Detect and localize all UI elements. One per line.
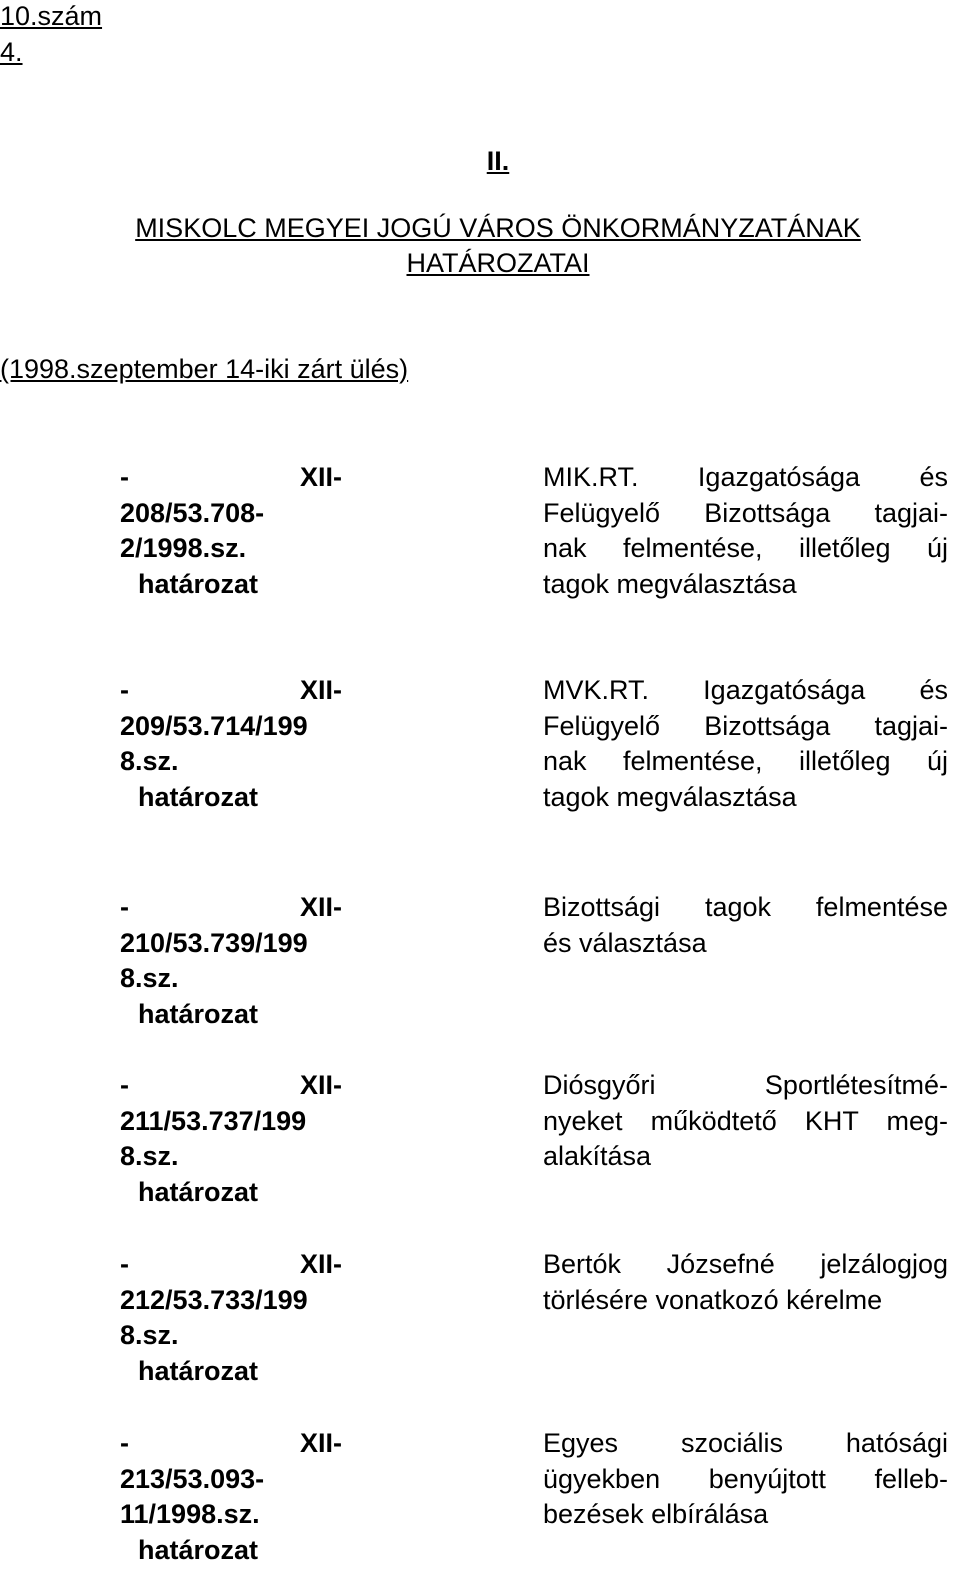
subject-line: nak felmentése, illetőleg új [543, 746, 948, 776]
reference-prefix: XII- [299, 892, 342, 922]
resolution-reference [120, 673, 342, 815]
subject-line: bezések elbírálása [543, 1499, 769, 1529]
subject-line: alakítása [543, 1141, 652, 1171]
resolution-subject [543, 1247, 948, 1318]
resolution-subject [543, 460, 948, 602]
reference-number-line: 211/53.737/199 [120, 1105, 307, 1136]
title-line-2: HATÁROZATAI [406, 248, 590, 278]
reference-type: határozat [138, 1355, 259, 1386]
reference-number-line: 2/1998.sz. [120, 533, 247, 563]
subject-line: tagok megválasztása [543, 781, 797, 812]
subject-line: és választása [543, 927, 707, 958]
reference-prefix-line [120, 890, 342, 926]
subject-line: tagok megválasztása [543, 568, 797, 599]
resolution-reference [120, 1247, 342, 1389]
reference-type: határozat [138, 781, 259, 812]
reference-dash: - [120, 1428, 129, 1458]
reference-prefix-line [120, 460, 342, 496]
document-title [0, 211, 960, 281]
resolution-subject [543, 673, 948, 815]
subject-line: Bertók Józsefné jelzálogjog [543, 1249, 948, 1279]
resolution-reference [120, 1068, 342, 1210]
subject-line: Felügyelő Bizottsága tagjai- [543, 497, 948, 528]
subject-line: Egyes szociális hatósági [543, 1428, 948, 1458]
reference-prefix-line [120, 1247, 342, 1283]
reference-prefix-line [120, 1426, 342, 1462]
reference-prefix: XII- [299, 1070, 342, 1100]
page-number-link[interactable]: 4. [0, 37, 23, 67]
reference-number-line: 212/53.733/199 [120, 1284, 308, 1315]
reference-number-line: 8.sz. [120, 746, 179, 776]
reference-dash: - [120, 462, 129, 492]
resolution-reference [120, 1426, 342, 1568]
subject-line: nyeket működtető KHT meg- [543, 1105, 948, 1136]
reference-number-line: 209/53.714/199 [120, 710, 308, 741]
reference-number-line: 11/1998.sz. [120, 1499, 260, 1529]
reference-type: határozat [138, 568, 259, 599]
subject-line: ügyekben benyújtott felleb- [543, 1463, 948, 1494]
resolution-subject [543, 1068, 948, 1175]
reference-prefix-line [120, 673, 342, 709]
reference-prefix: XII- [299, 1249, 342, 1279]
subject-line: MVK.RT. Igazgatósága és [543, 675, 948, 705]
reference-dash: - [120, 1070, 129, 1100]
reference-type: határozat [138, 1176, 259, 1207]
reference-number-line: 8.sz. [120, 963, 179, 993]
reference-dash: - [120, 1249, 129, 1279]
section-heading: II. [486, 146, 510, 176]
session-subtitle: (1998.szeptember 14-iki zárt ülés) [0, 354, 409, 384]
resolution-subject [543, 890, 948, 961]
reference-prefix-line [120, 1068, 342, 1104]
subject-line: Bizottsági tagok felmentése [543, 892, 948, 922]
title-line-1: MISKOLC MEGYEI JOGÚ VÁROS ÖNKORMÁNYZATÁNAK [135, 213, 861, 243]
reference-number-line: 8.sz. [120, 1320, 179, 1350]
subject-line: törlésére vonatkozó kérelme [543, 1284, 883, 1315]
reference-number-line: 208/53.708- [120, 497, 265, 528]
resolution-reference [120, 460, 342, 602]
reference-dash: - [120, 675, 129, 705]
subject-line: nak felmentése, illetőleg új [543, 533, 948, 563]
reference-prefix: XII- [299, 1428, 342, 1458]
resolution-reference [120, 890, 342, 1032]
reference-dash: - [120, 892, 129, 922]
reference-number-line: 8.sz. [120, 1141, 179, 1171]
reference-type: határozat [138, 1534, 259, 1565]
reference-prefix: XII- [299, 675, 342, 705]
issue-number-link[interactable]: 10.szám [0, 1, 103, 31]
subject-line: Felügyelő Bizottsága tagjai- [543, 710, 948, 741]
resolution-subject [543, 1426, 948, 1533]
reference-type: határozat [138, 998, 259, 1029]
reference-number-line: 210/53.739/199 [120, 927, 308, 958]
subject-line: MIK.RT. Igazgatósága és [543, 462, 948, 492]
reference-prefix: XII- [299, 462, 342, 492]
subject-line: Diósgyőri Sportlétesítmé- [543, 1070, 948, 1100]
reference-number-line: 213/53.093- [120, 1463, 265, 1494]
